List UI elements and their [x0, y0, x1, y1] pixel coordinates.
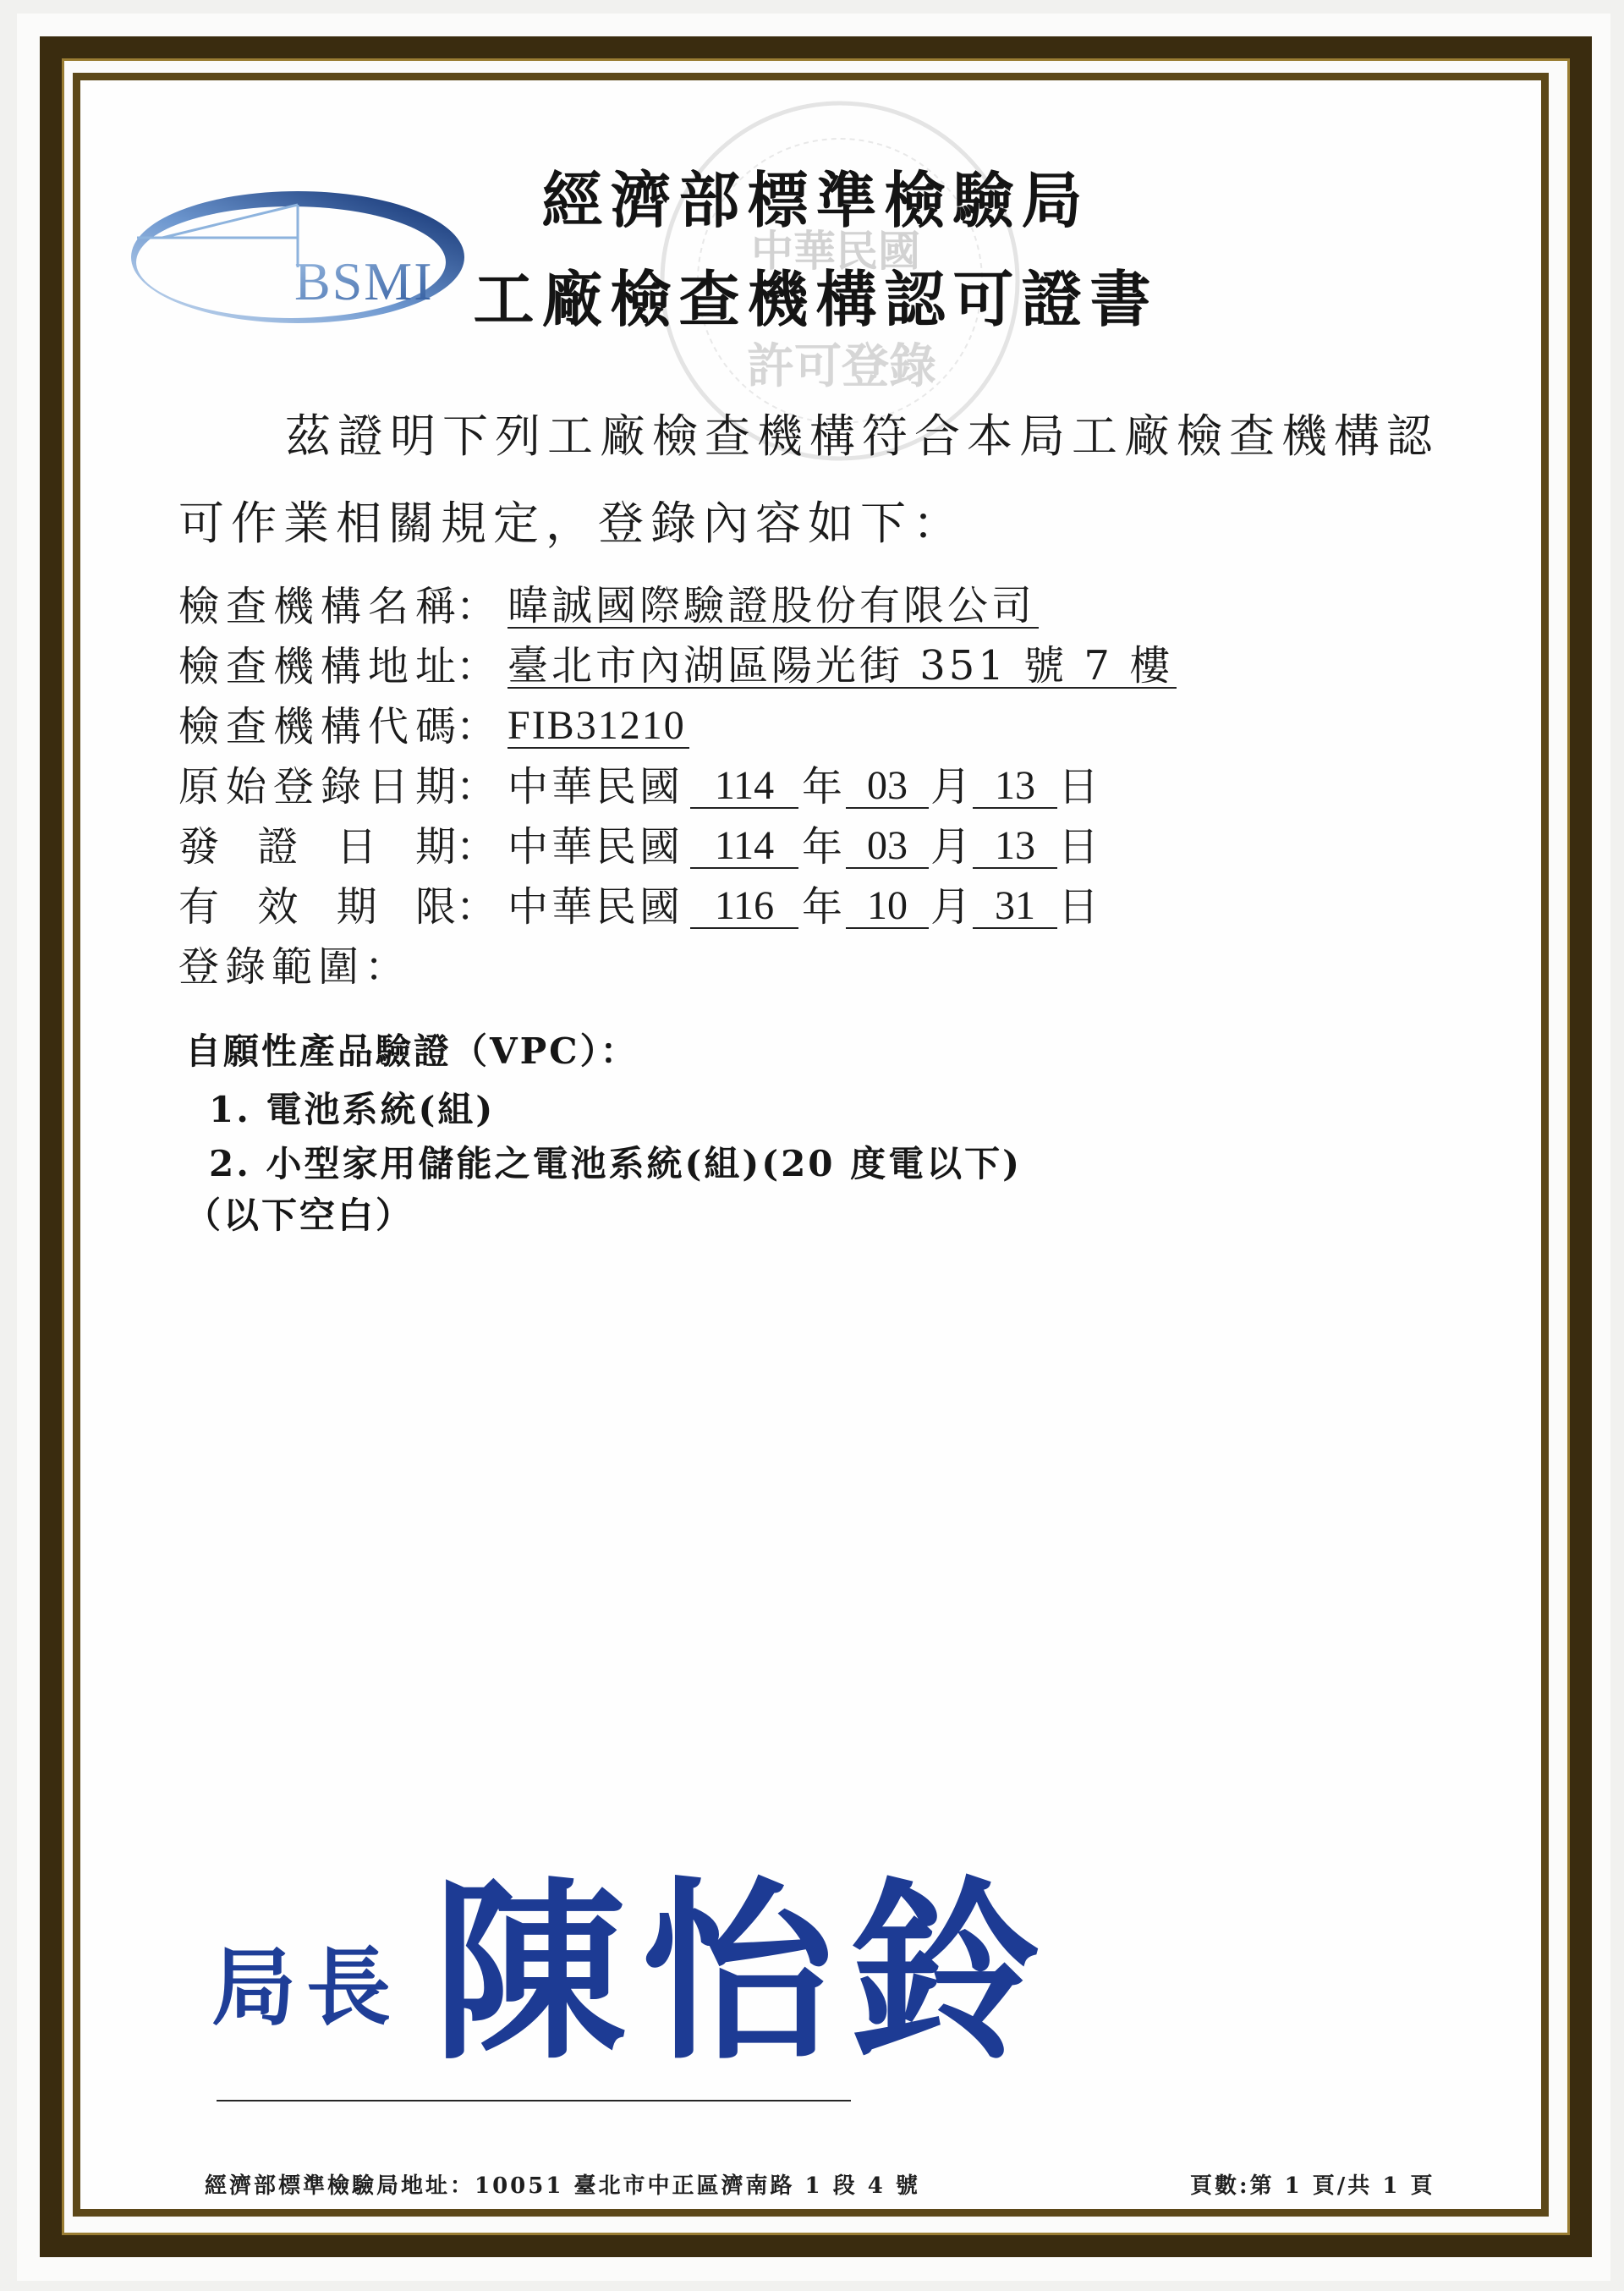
statement-line-2: 可作業相關規定，登錄內容如下：: [178, 497, 965, 550]
field-label: 檢查機構代碼: [178, 703, 456, 750]
scope-item: 2. 小型家用儲能之電池系統(組)(20 度電以下): [209, 1143, 1023, 1184]
seal-top-text: 中華民國: [751, 226, 920, 276]
field-label: 登錄範圍: [178, 943, 365, 991]
label-colon: ：: [456, 883, 497, 931]
year-unit: 年: [801, 883, 842, 931]
date-year-value: 116: [690, 885, 798, 929]
month-unit: 月: [930, 883, 971, 931]
field-row-body-address: [178, 642, 1177, 690]
scope-heading: 自願性產品驗證（VPC）：: [185, 1030, 639, 1072]
date-year-value: 114: [690, 825, 798, 869]
field-row-original-registration-date: [178, 765, 1100, 809]
day-unit: 日: [1057, 763, 1099, 810]
year-unit: 年: [801, 823, 842, 871]
date-era: 中華民國: [508, 823, 684, 871]
label-colon: ：: [456, 643, 497, 690]
field-row-expiry-date: [178, 885, 1100, 929]
month-unit: 月: [930, 763, 971, 810]
field-label: 發證日期: [178, 823, 456, 871]
date-month-value: 03: [846, 765, 929, 809]
inspection-body-code-value: FIB31210: [508, 705, 689, 749]
date-year-value: 114: [690, 765, 798, 809]
day-unit: 日: [1057, 883, 1099, 931]
field-label: 檢查機構地址: [178, 643, 456, 690]
footer-address: 經濟部標準檢驗局地址：10051 臺北市中正區濟南路 1 段 4 號: [205, 2173, 920, 2199]
issuer-title: 經濟部標準檢驗局: [541, 164, 1090, 236]
field-label: 檢查機構名稱: [178, 583, 456, 630]
label-colon: ：: [456, 703, 497, 750]
field-label: 有效期限: [178, 883, 456, 931]
signatory-signature: 陳怡鈴: [433, 1859, 1057, 2085]
label-colon: ：: [456, 823, 497, 871]
month-unit: 月: [930, 823, 971, 871]
field-row-registration-scope: [178, 945, 405, 989]
date-day-value: 13: [973, 825, 1057, 869]
certificate-title: 工廠檢查機構認可證書: [473, 263, 1159, 335]
date-day-value: 31: [973, 885, 1057, 929]
field-row-body-name: [178, 582, 1039, 630]
footer-page-info: 頁數:第 1 頁/共 1 頁: [1190, 2173, 1435, 2199]
label-colon: ：: [456, 583, 497, 630]
seal-bottom-text: 許可登錄: [747, 338, 936, 394]
date-era: 中華民國: [508, 763, 684, 810]
inspection-body-name-value: 暐誠國際驗證股份有限公司: [508, 585, 1039, 629]
statement-line-1: 茲證明下列工廠檢查機構符合本局工廠檢查機構認: [285, 409, 1439, 463]
day-unit: 日: [1057, 823, 1099, 871]
scope-end-note: （以下空白）: [185, 1195, 414, 1236]
date-month-value: 03: [846, 825, 929, 869]
label-colon: ：: [365, 943, 406, 991]
field-row-issue-date: [178, 825, 1100, 869]
year-unit: 年: [801, 763, 842, 810]
field-row-body-code: [178, 705, 689, 749]
inspection-body-address-value: 臺北市內湖區陽光街 351 號 7 樓: [508, 645, 1177, 689]
logo-text: BSMI: [294, 251, 434, 311]
scope-item: 1. 電池系統(組): [209, 1089, 496, 1130]
date-day-value: 13: [973, 765, 1057, 809]
signature-line: [217, 2100, 851, 2101]
signatory-title: 局長: [211, 1937, 401, 2037]
label-colon: ：: [456, 763, 497, 810]
field-label: 原始登錄日期: [178, 763, 456, 810]
date-era: 中華民國: [508, 883, 684, 931]
date-month-value: 10: [846, 885, 929, 929]
